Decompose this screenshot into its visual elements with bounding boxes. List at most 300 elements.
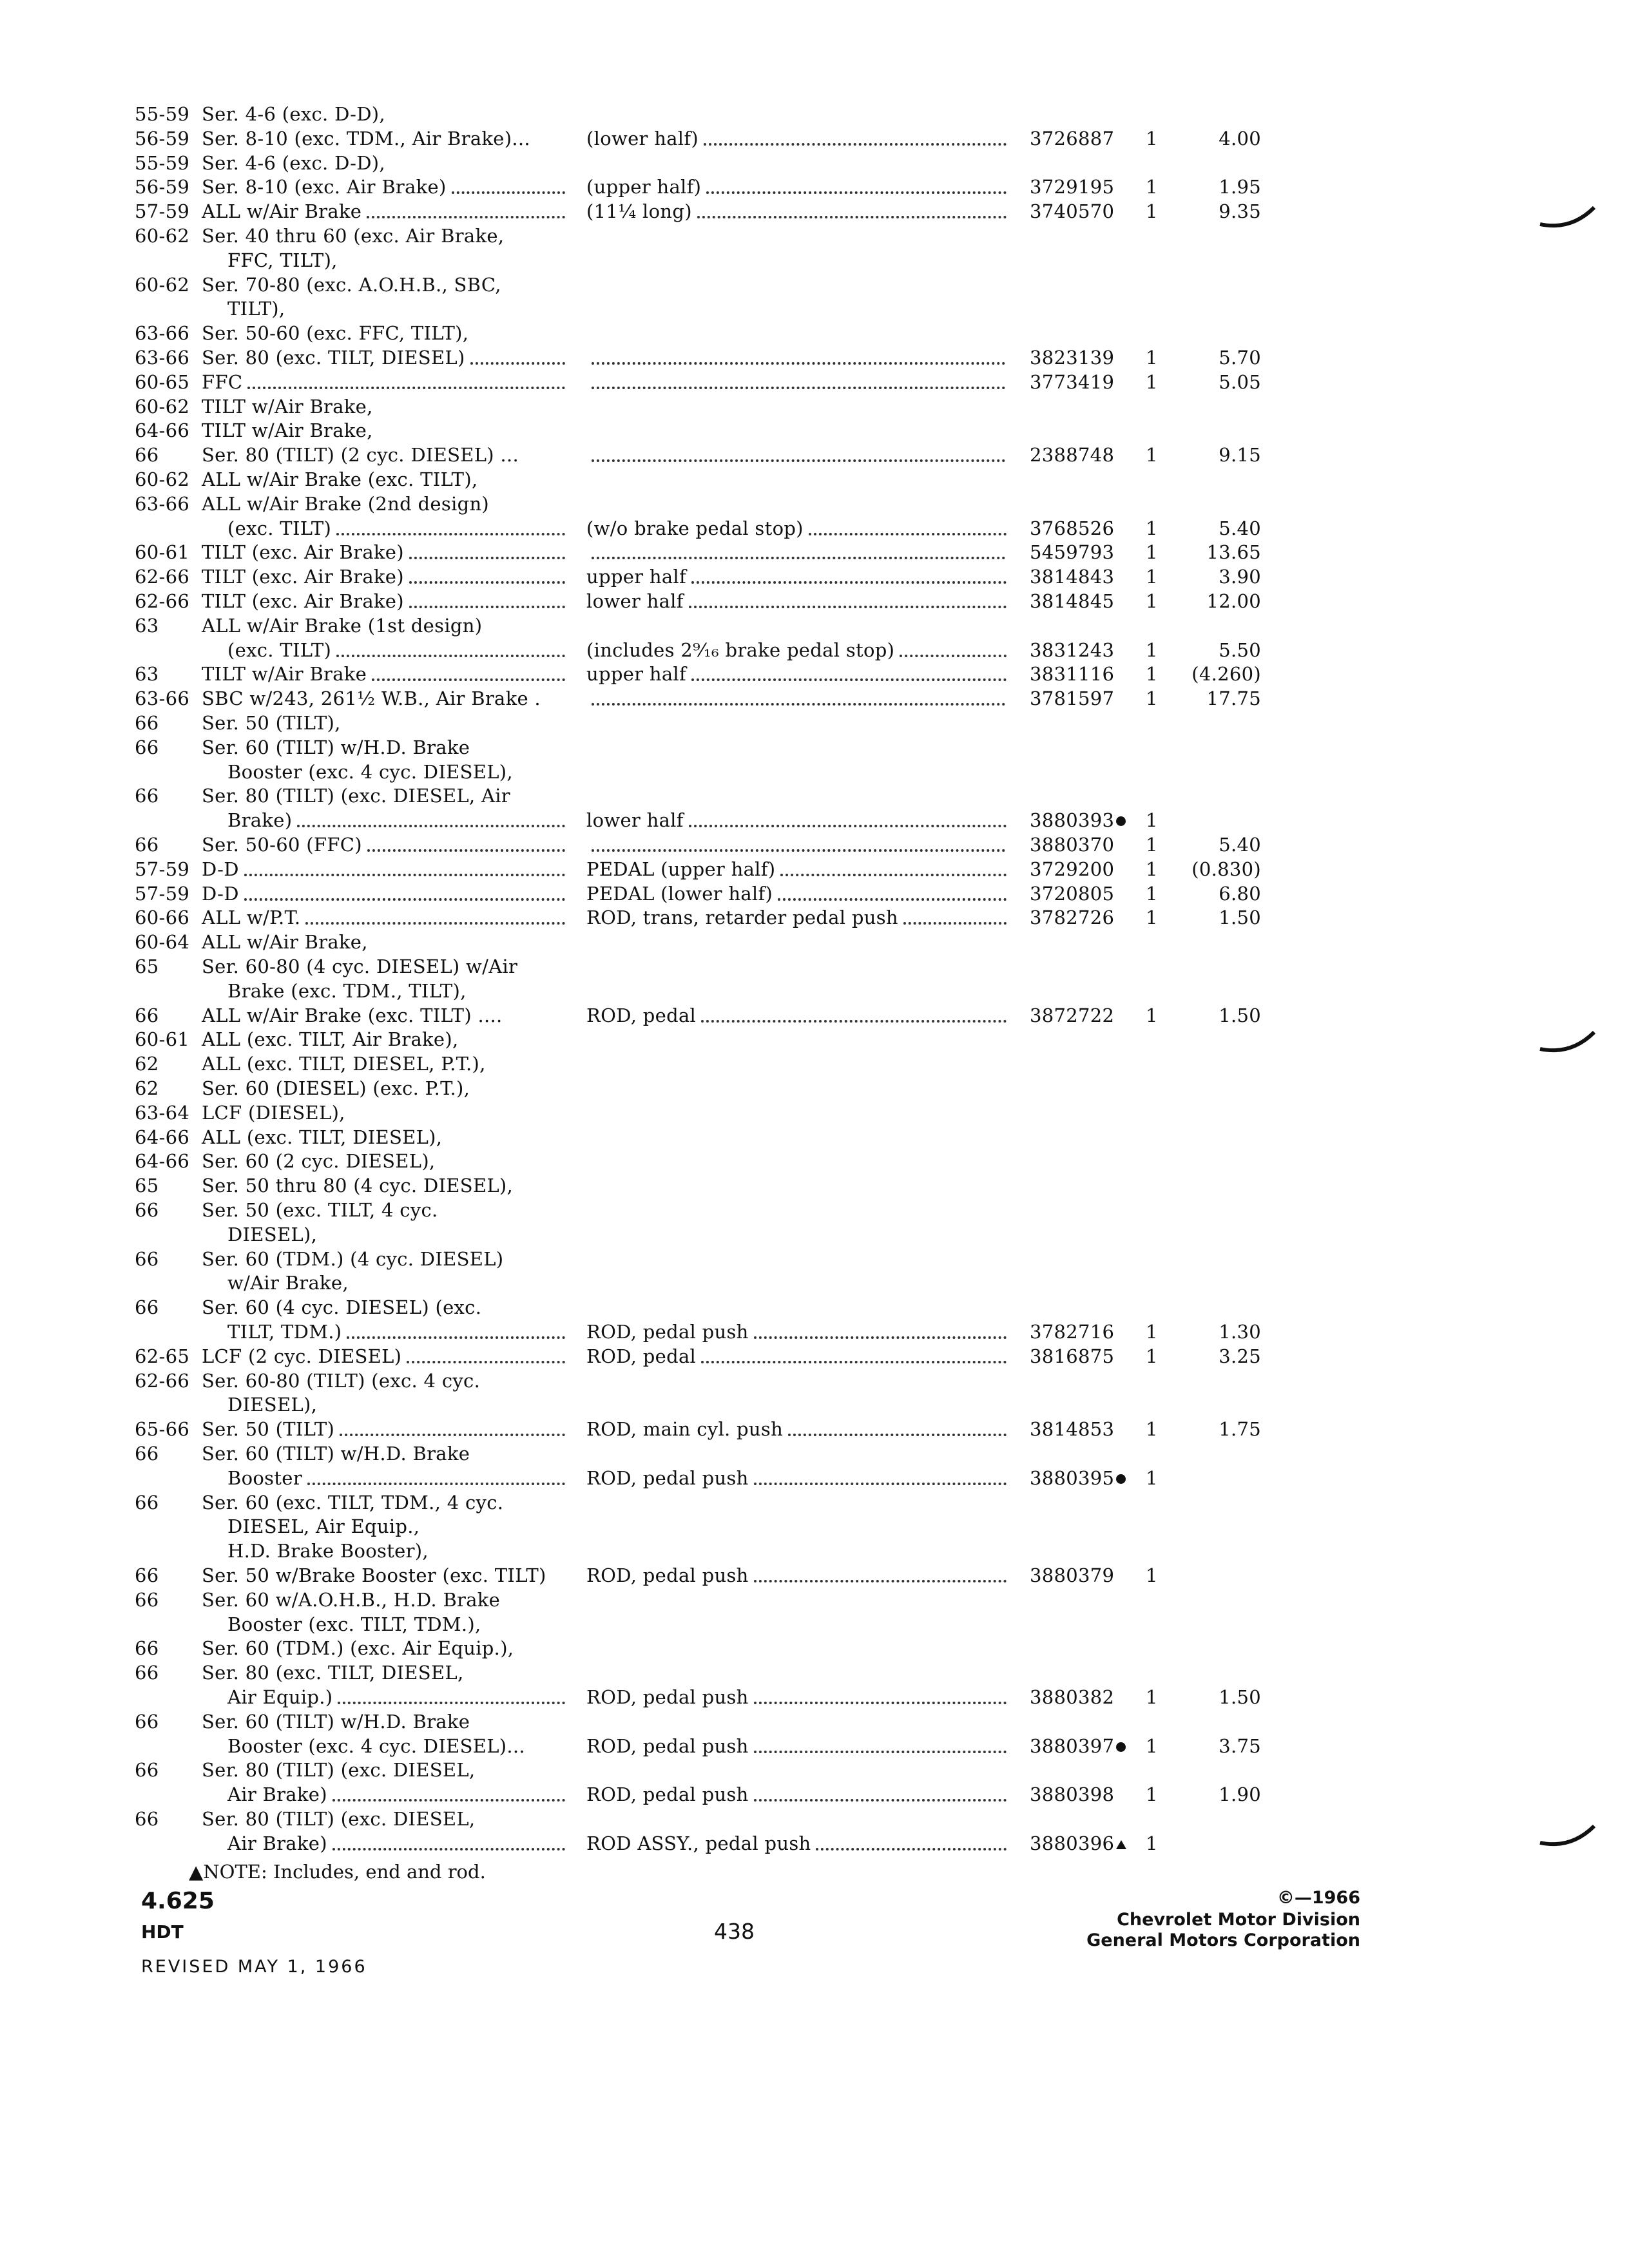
application: Ser. 70-80 (exc. A.O.H.B., SBC, bbox=[202, 274, 501, 296]
dot-leader bbox=[297, 825, 565, 827]
dot-leader bbox=[592, 849, 1005, 852]
application: DIESEL), bbox=[227, 1394, 318, 1416]
application: Ser. 60 (TILT) w/H.D. Brake bbox=[202, 1443, 470, 1465]
part-description: ROD, main cyl. push bbox=[586, 1418, 784, 1440]
model-years: 57-59 bbox=[135, 883, 190, 905]
table-row bbox=[0, 783, 1629, 808]
application: ALL w/Air Brake (2nd design) bbox=[202, 493, 490, 515]
section-number: 4.625 bbox=[141, 1888, 215, 1914]
dot-leader bbox=[367, 849, 565, 852]
part-number: 3782726 bbox=[1030, 907, 1115, 928]
model-years: 60-62 bbox=[135, 225, 190, 247]
part-number-cell bbox=[1030, 638, 1114, 662]
quantity: 1 bbox=[1146, 809, 1158, 831]
part-number: 3823139 bbox=[1030, 347, 1115, 369]
dot-leader bbox=[701, 1020, 1007, 1023]
table-row bbox=[0, 930, 1629, 954]
table-row bbox=[0, 1831, 1629, 1856]
table-row bbox=[0, 589, 1629, 613]
table-row bbox=[0, 1247, 1629, 1271]
model-years: 63-64 bbox=[135, 1102, 190, 1124]
part-number: 3814845 bbox=[1030, 590, 1115, 612]
application: LCF (DIESEL), bbox=[202, 1102, 345, 1124]
application: ALL w/Air Brake (exc. TILT) .... bbox=[202, 1004, 503, 1026]
application: DIESEL), bbox=[227, 1224, 318, 1245]
application: Ser. 50 w/Brake Booster (exc. TILT) bbox=[202, 1564, 546, 1586]
quantity: 1 bbox=[1146, 858, 1158, 880]
application: Ser. 60 (TDM.) (4 cyc. DIESEL) bbox=[202, 1248, 504, 1270]
model-years: 63-66 bbox=[135, 493, 190, 515]
application: ALL (exc. TILT, Air Brake), bbox=[202, 1028, 459, 1050]
part-description: ROD, pedal push bbox=[586, 1686, 749, 1708]
application: TILT, TDM.) bbox=[227, 1321, 342, 1343]
application: D-D bbox=[202, 858, 239, 880]
price: 3.75 bbox=[1219, 1735, 1261, 1757]
application: Air Brake) bbox=[227, 1832, 327, 1854]
dot-leader bbox=[788, 1434, 1007, 1436]
table-row bbox=[0, 1198, 1629, 1222]
part-number-cell bbox=[1030, 126, 1114, 151]
model-years: 63-66 bbox=[135, 687, 190, 709]
quantity: 1 bbox=[1146, 1321, 1158, 1343]
application: Ser. 40 thru 60 (exc. Air Brake, bbox=[202, 225, 505, 247]
table-row bbox=[0, 1052, 1629, 1076]
table-row bbox=[0, 1490, 1629, 1515]
price: 5.40 bbox=[1219, 834, 1261, 856]
price: 1.95 bbox=[1219, 176, 1261, 198]
application: H.D. Brake Booster), bbox=[227, 1540, 429, 1562]
application: LCF (2 cyc. DIESEL) bbox=[202, 1345, 402, 1367]
table-row bbox=[0, 345, 1629, 370]
application: TILT w/Air Brake, bbox=[202, 419, 373, 441]
part-number: 3880382 bbox=[1030, 1686, 1115, 1708]
table-row bbox=[0, 224, 1629, 248]
dot-leader bbox=[307, 1483, 565, 1485]
table-row bbox=[0, 516, 1629, 541]
quantity: 1 bbox=[1146, 200, 1158, 222]
dot-leader bbox=[244, 874, 565, 876]
quantity: 1 bbox=[1146, 371, 1158, 393]
application: Ser. 60 (2 cyc. DIESEL), bbox=[202, 1150, 436, 1172]
model-years: 55-59 bbox=[135, 152, 190, 174]
dot-leader bbox=[407, 1361, 565, 1363]
quantity: 1 bbox=[1146, 128, 1158, 149]
table-row bbox=[0, 1392, 1629, 1417]
application: ALL w/Air Brake, bbox=[202, 931, 368, 953]
model-years: 66 bbox=[135, 1711, 159, 1733]
dot-leader bbox=[452, 191, 565, 194]
table-row bbox=[0, 102, 1629, 126]
dot-leader bbox=[754, 1336, 1007, 1339]
footnote: ▲NOTE: Includes, end and rod. bbox=[189, 1861, 486, 1883]
part-number: 3729200 bbox=[1030, 858, 1115, 880]
vehicle-code: HDT bbox=[141, 1921, 184, 1943]
application: Ser. 50-60 (exc. FFC, TILT), bbox=[202, 322, 469, 344]
table-row bbox=[0, 1003, 1629, 1028]
dot-leader bbox=[778, 898, 1007, 901]
part-number-cell bbox=[1030, 345, 1114, 370]
model-years: 66 bbox=[135, 1004, 159, 1026]
table-row bbox=[0, 1660, 1629, 1685]
table-row bbox=[0, 1758, 1629, 1782]
part-number-cell bbox=[1030, 857, 1114, 881]
dot-leader bbox=[706, 191, 1007, 194]
table-row bbox=[0, 1320, 1629, 1344]
dot-leader bbox=[336, 655, 565, 657]
dot-leader bbox=[333, 1848, 565, 1850]
dot-leader bbox=[704, 143, 1007, 146]
table-row bbox=[0, 857, 1629, 881]
part-number-cell bbox=[1030, 589, 1114, 613]
price: (4.260) bbox=[1191, 663, 1261, 685]
table-row bbox=[0, 1271, 1629, 1295]
dot-leader bbox=[691, 678, 1007, 681]
application: TILT (exc. Air Brake) bbox=[202, 590, 404, 612]
part-number: 3880393 bbox=[1030, 809, 1115, 831]
dot-leader bbox=[754, 1751, 1007, 1753]
table-row bbox=[0, 1344, 1629, 1369]
part-number-cell bbox=[1030, 1466, 1126, 1490]
table-row bbox=[0, 418, 1629, 443]
table-row bbox=[0, 1636, 1629, 1660]
application: D-D bbox=[202, 883, 239, 905]
copyright: ©—1966 bbox=[1277, 1888, 1360, 1908]
part-number-cell bbox=[1030, 199, 1114, 224]
dot-leader bbox=[809, 533, 1007, 535]
table-row bbox=[0, 126, 1629, 151]
part-description: ROD, pedal push bbox=[586, 1321, 749, 1343]
model-years: 60-64 bbox=[135, 931, 190, 953]
application: Ser. 80 (exc. TILT, DIESEL) bbox=[202, 347, 465, 369]
quantity: 1 bbox=[1146, 1686, 1158, 1708]
price: 5.05 bbox=[1219, 371, 1261, 393]
part-number: 2388748 bbox=[1030, 444, 1115, 466]
part-description: ROD, pedal push bbox=[586, 1467, 749, 1489]
part-number: 3814853 bbox=[1030, 1418, 1115, 1440]
application: Ser. 60 (TDM.) (exc. Air Equip.), bbox=[202, 1637, 514, 1659]
table-row bbox=[0, 808, 1629, 832]
binding-tick-mark bbox=[1539, 1823, 1595, 1849]
part-number-cell bbox=[1030, 1417, 1114, 1441]
application: Ser. 60-80 (TILT) (exc. 4 cyc. bbox=[202, 1370, 481, 1392]
page-number: 438 bbox=[714, 1919, 755, 1944]
part-description: ROD, trans, retarder pedal push bbox=[586, 907, 898, 928]
model-years: 66 bbox=[135, 785, 159, 807]
price: 3.25 bbox=[1219, 1345, 1261, 1367]
part-number-cell bbox=[1030, 443, 1114, 467]
dot-leader bbox=[754, 1483, 1007, 1485]
dot-leader bbox=[409, 581, 565, 584]
application: Ser. 60-80 (4 cyc. DIESEL) w/Air bbox=[202, 956, 518, 977]
model-years: 66 bbox=[135, 444, 159, 466]
table-row bbox=[0, 832, 1629, 857]
table-row bbox=[0, 1539, 1629, 1563]
part-number-cell bbox=[1030, 808, 1126, 832]
table-row bbox=[0, 1612, 1629, 1637]
application: Ser. 60 (exc. TILT, TDM., 4 cyc. bbox=[202, 1492, 504, 1514]
application: TILT w/Air Brake, bbox=[202, 396, 373, 418]
model-years: 66 bbox=[135, 1808, 159, 1830]
model-years: 62 bbox=[135, 1077, 159, 1099]
application: Booster bbox=[227, 1467, 302, 1489]
note-triangle-icon bbox=[1116, 1840, 1126, 1849]
price: 4.00 bbox=[1219, 128, 1261, 149]
application: ALL w/Air Brake (1st design) bbox=[202, 615, 483, 637]
model-years: 62-66 bbox=[135, 1370, 190, 1392]
application: Air Brake) bbox=[227, 1783, 327, 1805]
application: ALL w/Air Brake (exc. TILT), bbox=[202, 468, 478, 490]
part-number-cell bbox=[1030, 832, 1114, 857]
model-years: 66 bbox=[135, 1564, 159, 1586]
part-number-cell bbox=[1030, 1003, 1114, 1028]
part-number-cell bbox=[1030, 686, 1114, 711]
dot-leader bbox=[305, 922, 565, 925]
dot-leader bbox=[372, 678, 565, 681]
part-number-cell bbox=[1030, 662, 1114, 686]
table-row bbox=[0, 1369, 1629, 1393]
model-years: 66 bbox=[135, 1759, 159, 1781]
dot-leader bbox=[592, 459, 1005, 462]
price: 17.75 bbox=[1206, 687, 1261, 709]
model-years: 56-59 bbox=[135, 128, 190, 149]
model-years: 66 bbox=[135, 1589, 159, 1611]
table-row bbox=[0, 1173, 1629, 1198]
table-row bbox=[0, 735, 1629, 760]
application: Ser. 8-10 (exc. TDM., Air Brake)... bbox=[202, 128, 530, 149]
dot-leader bbox=[244, 898, 565, 901]
part-description: PEDAL (upper half) bbox=[586, 858, 776, 880]
price: 1.50 bbox=[1219, 1004, 1261, 1026]
model-years: 66 bbox=[135, 736, 159, 758]
table-row bbox=[0, 175, 1629, 199]
application: Ser. 60 (TILT) w/H.D. Brake bbox=[202, 1711, 470, 1733]
table-row bbox=[0, 248, 1629, 273]
application: Ser. 60 (TILT) w/H.D. Brake bbox=[202, 736, 470, 758]
dot-leader bbox=[470, 362, 565, 365]
part-number-cell bbox=[1030, 1320, 1114, 1344]
application: FFC, TILT), bbox=[227, 249, 338, 271]
quantity: 1 bbox=[1146, 1564, 1158, 1586]
application: Ser. 4-6 (exc. D-D), bbox=[202, 152, 385, 174]
price: 13.65 bbox=[1206, 541, 1261, 563]
dot-leader bbox=[347, 1336, 565, 1339]
quantity: 1 bbox=[1146, 1345, 1158, 1367]
part-description: ROD, pedal push bbox=[586, 1735, 749, 1757]
part-number-cell bbox=[1030, 370, 1114, 394]
application: Brake (exc. TDM., TILT), bbox=[227, 980, 467, 1002]
price: 1.50 bbox=[1219, 907, 1261, 928]
part-number: 3880398 bbox=[1030, 1783, 1115, 1805]
division-name: Chevrolet Motor Division bbox=[1117, 1910, 1360, 1930]
table-row bbox=[0, 1782, 1629, 1807]
dot-leader bbox=[367, 216, 565, 218]
quantity: 1 bbox=[1146, 541, 1158, 563]
dot-leader bbox=[816, 1848, 1007, 1850]
application: Booster (exc. 4 cyc. DIESEL), bbox=[227, 761, 513, 783]
model-years: 57-59 bbox=[135, 200, 190, 222]
dot-leader bbox=[592, 557, 1005, 559]
price: 3.90 bbox=[1219, 566, 1261, 588]
model-years: 66 bbox=[135, 834, 159, 856]
quantity: 1 bbox=[1146, 347, 1158, 369]
model-years: 65 bbox=[135, 1175, 159, 1196]
part-description: ROD, pedal bbox=[586, 1345, 697, 1367]
part-description: ROD, pedal push bbox=[586, 1783, 749, 1805]
table-row bbox=[0, 492, 1629, 516]
application: Ser. 50 (TILT) bbox=[202, 1418, 335, 1440]
dot-leader bbox=[754, 1799, 1007, 1802]
model-years: 66 bbox=[135, 1199, 159, 1221]
model-years: 64-66 bbox=[135, 1150, 190, 1172]
part-number: 3816875 bbox=[1030, 1345, 1115, 1367]
model-years: 60-61 bbox=[135, 541, 190, 563]
application: Brake) bbox=[227, 809, 293, 831]
quantity: 1 bbox=[1146, 1467, 1158, 1489]
quantity: 1 bbox=[1146, 1735, 1158, 1757]
part-number-cell bbox=[1030, 905, 1114, 930]
dot-leader bbox=[780, 874, 1007, 876]
table-row bbox=[0, 1027, 1629, 1052]
application: Ser. 8-10 (exc. Air Brake) bbox=[202, 176, 447, 198]
revision-date: REVISED MAY 1, 1966 bbox=[141, 1957, 367, 1977]
dot-leader bbox=[689, 606, 1007, 608]
application: Ser. 50 (exc. TILT, 4 cyc. bbox=[202, 1199, 438, 1221]
price: 6.80 bbox=[1219, 883, 1261, 905]
application: TILT (exc. Air Brake) bbox=[202, 541, 404, 563]
application: Ser. 80 (exc. TILT, DIESEL, bbox=[202, 1662, 464, 1684]
application: Ser. 4-6 (exc. D-D), bbox=[202, 103, 385, 125]
quantity: 1 bbox=[1146, 590, 1158, 612]
quantity: 1 bbox=[1146, 1832, 1158, 1854]
table-row bbox=[0, 1100, 1629, 1125]
application: Ser. 50-60 (FFC) bbox=[202, 834, 362, 856]
quantity: 1 bbox=[1146, 907, 1158, 928]
table-row bbox=[0, 711, 1629, 735]
part-number-cell bbox=[1030, 881, 1114, 906]
application: w/Air Brake, bbox=[227, 1272, 349, 1294]
model-years: 60-65 bbox=[135, 371, 190, 393]
part-number: 3880396 bbox=[1030, 1832, 1115, 1854]
application: Ser. 80 (TILT) (exc. DIESEL, bbox=[202, 1759, 476, 1781]
price: 5.70 bbox=[1219, 347, 1261, 369]
application: Ser. 60 (DIESEL) (exc. P.T.), bbox=[202, 1077, 470, 1099]
price: 5.50 bbox=[1219, 639, 1261, 661]
application: Ser. 60 w/A.O.H.B., H.D. Brake bbox=[202, 1589, 501, 1611]
model-years: 66 bbox=[135, 1443, 159, 1465]
part-number: 3814843 bbox=[1030, 566, 1115, 588]
dot-leader bbox=[336, 533, 565, 535]
table-row bbox=[0, 443, 1629, 467]
application: ALL w/Air Brake bbox=[202, 200, 362, 222]
table-row bbox=[0, 321, 1629, 345]
quantity: 1 bbox=[1146, 1418, 1158, 1440]
price: 12.00 bbox=[1206, 590, 1261, 612]
dot-leader bbox=[697, 216, 1007, 218]
price: 1.30 bbox=[1219, 1321, 1261, 1343]
table-row bbox=[0, 394, 1629, 419]
quantity: 1 bbox=[1146, 566, 1158, 588]
model-years: 63 bbox=[135, 615, 159, 637]
dot-leader bbox=[689, 825, 1007, 827]
part-description: ROD ASSY., pedal push bbox=[586, 1832, 811, 1854]
application: TILT (exc. Air Brake) bbox=[202, 566, 404, 588]
price: (0.830) bbox=[1191, 858, 1261, 880]
table-row bbox=[0, 1466, 1629, 1490]
part-description: ROD, pedal push bbox=[586, 1564, 749, 1586]
dot-leader bbox=[409, 557, 565, 559]
model-years: 63-66 bbox=[135, 347, 190, 369]
dot-leader bbox=[900, 655, 1007, 657]
quantity: 1 bbox=[1146, 1783, 1158, 1805]
table-row bbox=[0, 1295, 1629, 1320]
part-number: 3773419 bbox=[1030, 371, 1115, 393]
model-years: 62-66 bbox=[135, 566, 190, 588]
part-description: PEDAL (lower half) bbox=[586, 883, 773, 905]
table-row bbox=[0, 1709, 1629, 1734]
application: ALL (exc. TILT, DIESEL), bbox=[202, 1126, 443, 1148]
table-row bbox=[0, 540, 1629, 564]
part-description: (w/o brake pedal stop) bbox=[586, 517, 804, 539]
corporation-name: General Motors Corporation bbox=[1086, 1930, 1360, 1950]
table-row bbox=[0, 1125, 1629, 1149]
table-row bbox=[0, 1734, 1629, 1758]
part-number: 3768526 bbox=[1030, 517, 1115, 539]
quantity: 1 bbox=[1146, 517, 1158, 539]
model-years: 66 bbox=[135, 1492, 159, 1514]
part-number: 3880370 bbox=[1030, 834, 1115, 856]
application: (exc. TILT) bbox=[227, 639, 332, 661]
table-row bbox=[0, 467, 1629, 492]
model-years: 60-62 bbox=[135, 396, 190, 418]
application: ALL w/P.T. bbox=[202, 907, 301, 928]
table-row bbox=[0, 1514, 1629, 1539]
model-years: 63-66 bbox=[135, 322, 190, 344]
table-row bbox=[0, 881, 1629, 906]
application: (exc. TILT) bbox=[227, 517, 332, 539]
model-years: 62-66 bbox=[135, 590, 190, 612]
part-number: 3729195 bbox=[1030, 176, 1115, 198]
application: Ser. 50 thru 80 (4 cyc. DIESEL), bbox=[202, 1175, 514, 1196]
part-number: 3872722 bbox=[1030, 1004, 1115, 1026]
application: ALL (exc. TILT, DIESEL, P.T.), bbox=[202, 1053, 486, 1075]
dot-leader bbox=[691, 581, 1007, 584]
part-description: (lower half) bbox=[586, 128, 699, 149]
part-number: 3880379 bbox=[1030, 1564, 1115, 1586]
application: TILT w/Air Brake bbox=[202, 663, 367, 685]
part-number-cell bbox=[1030, 1563, 1114, 1588]
model-years: 60-61 bbox=[135, 1028, 190, 1050]
part-number: 5459793 bbox=[1030, 541, 1115, 563]
part-description: upper half bbox=[586, 566, 687, 588]
binding-tick-mark bbox=[1539, 1030, 1595, 1055]
application: Ser. 50 (TILT), bbox=[202, 712, 341, 734]
part-description: lower half bbox=[586, 809, 684, 831]
part-number-cell bbox=[1030, 1734, 1126, 1758]
dot-leader bbox=[903, 922, 1007, 925]
application: Ser. 80 (TILT) (2 cyc. DIESEL) ... bbox=[202, 444, 519, 466]
quantity: 1 bbox=[1146, 176, 1158, 198]
part-number-cell bbox=[1030, 1782, 1114, 1807]
model-years: 66 bbox=[135, 1662, 159, 1684]
model-years: 65 bbox=[135, 956, 159, 977]
table-row bbox=[0, 1563, 1629, 1588]
model-years: 66 bbox=[135, 1296, 159, 1318]
model-years: 60-62 bbox=[135, 468, 190, 490]
part-number-cell bbox=[1030, 1831, 1126, 1856]
quantity: 1 bbox=[1146, 639, 1158, 661]
application: Ser. 60 (4 cyc. DIESEL) (exc. bbox=[202, 1296, 482, 1318]
table-row bbox=[0, 151, 1629, 175]
